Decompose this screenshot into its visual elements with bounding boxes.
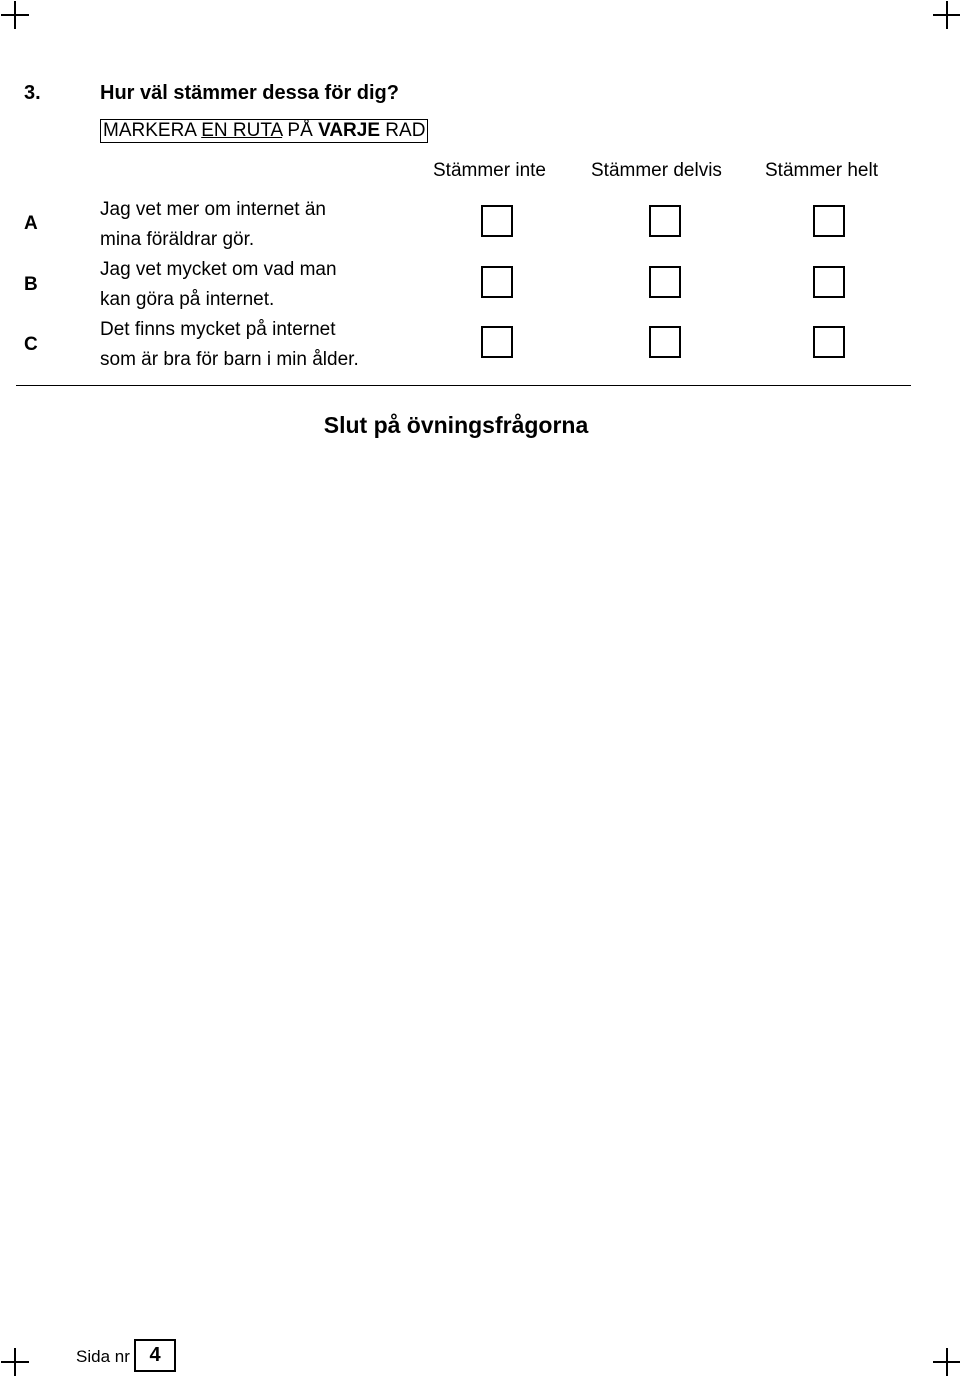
column-header-stammer-helt: Stämmer helt (765, 160, 878, 181)
question-number: 3. (24, 82, 41, 104)
crop-mark-bottom-left (1, 1348, 29, 1376)
instruction-part-2: EN RUTA (201, 120, 283, 141)
instruction-box (100, 119, 428, 143)
end-of-practice-heading: Slut på övningsfrågorna (323, 412, 589, 438)
checkbox-row-b-stammer-delvis[interactable] (649, 266, 681, 298)
page-number-box: 4 (134, 1339, 176, 1372)
row-letter: B (24, 274, 38, 295)
checkbox-row-c-stammer-helt[interactable] (813, 326, 845, 358)
statement-line: Det finns mycket på internet (100, 319, 336, 340)
statement-line: som är bra för barn i min ålder. (100, 349, 359, 370)
page-number-label: Sida nr (76, 1347, 130, 1366)
statement-line: kan göra på internet. (100, 289, 275, 310)
crop-mark-bottom-right (933, 1348, 960, 1376)
statement-line: Jag vet mycket om vad man (100, 259, 337, 280)
checkbox-row-a-stammer-inte[interactable] (481, 205, 513, 237)
statement-text (100, 255, 337, 315)
column-header-stammer-inte: Stämmer inte (433, 160, 546, 181)
row-letter: C (24, 334, 38, 355)
statement-text (100, 315, 359, 375)
question-title: Hur väl stämmer dessa för dig? (100, 82, 399, 104)
crop-mark-top-left (1, 1, 29, 29)
column-header-stammer-delvis: Stämmer delvis (591, 160, 722, 181)
row-letter: A (24, 213, 38, 234)
statement-line: Jag vet mer om internet än (100, 199, 326, 220)
crop-mark-top-right (933, 1, 960, 29)
statement-text (100, 195, 326, 255)
instruction-part-1: MARKERA (103, 120, 196, 141)
checkbox-row-a-stammer-helt[interactable] (813, 205, 845, 237)
checkbox-row-c-stammer-inte[interactable] (481, 326, 513, 358)
divider-line (16, 385, 911, 386)
checkbox-row-a-stammer-delvis[interactable] (649, 205, 681, 237)
instruction-part-5: RAD (385, 120, 426, 141)
statement-line: mina föräldrar gör. (100, 229, 255, 250)
instruction-part-4: VARJE (318, 120, 381, 141)
checkbox-row-b-stammer-helt[interactable] (813, 266, 845, 298)
checkbox-row-b-stammer-inte[interactable] (481, 266, 513, 298)
instruction-part-3: PÅ (287, 120, 313, 141)
checkbox-row-c-stammer-delvis[interactable] (649, 326, 681, 358)
